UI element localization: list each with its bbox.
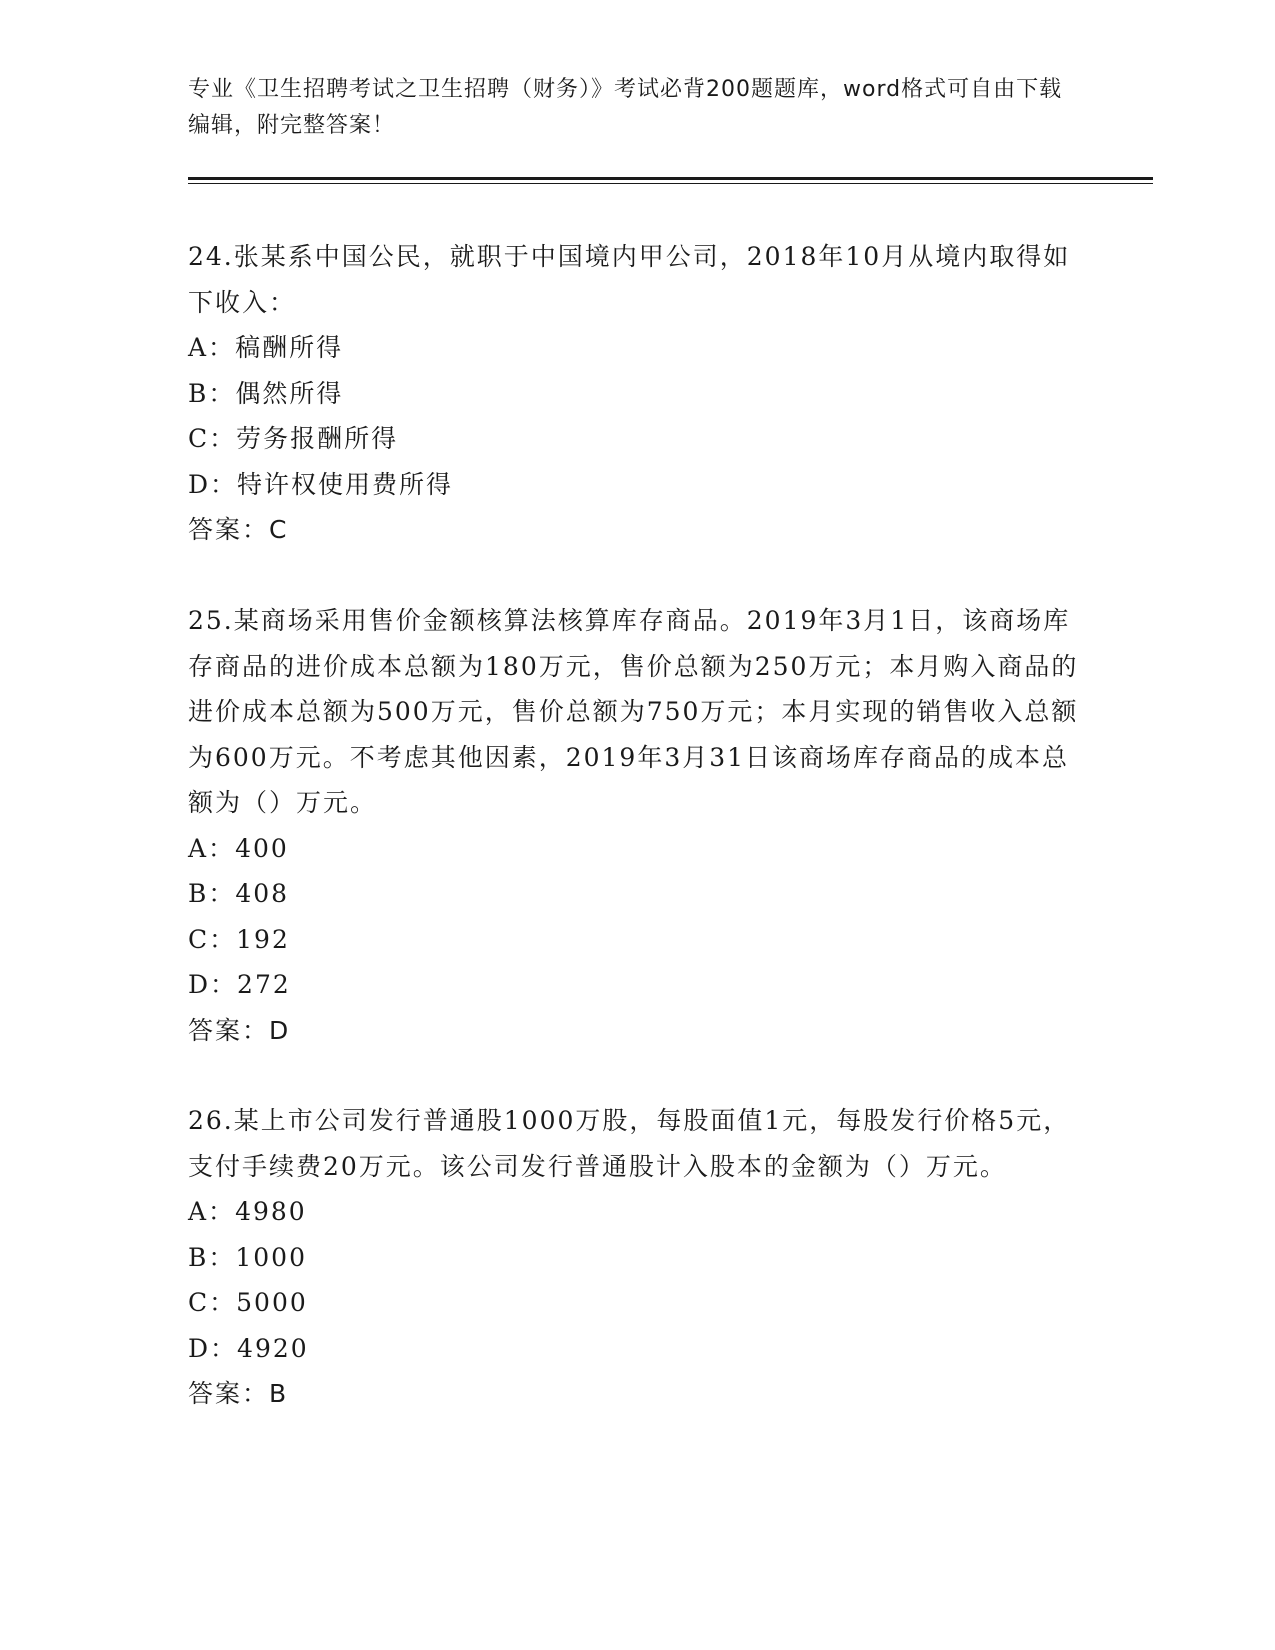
option-label: C：	[188, 1288, 237, 1317]
option-label: C：	[188, 424, 237, 453]
question-24	[188, 234, 1088, 553]
option-text: 劳务报酬所得	[236, 424, 399, 453]
option-text: 稿酬所得	[235, 333, 344, 362]
option-text: 4980	[235, 1197, 307, 1226]
option-text: 192	[236, 924, 290, 954]
document-header	[188, 72, 1068, 144]
option-label: A：	[188, 1197, 236, 1226]
question-25	[188, 598, 1088, 1053]
question-26	[188, 1098, 1088, 1417]
option-a	[188, 1189, 1088, 1235]
question-stem: 26.某上市公司发行普通股1000万股，每股面值1元，每股发行价格5元，支付手续费20万元。该公司发行普通股计入股本的金额为（）万元。	[188, 1106, 1071, 1181]
option-label: C：	[188, 924, 237, 954]
option-c	[188, 1280, 1088, 1326]
option-c	[188, 416, 1088, 462]
option-d	[188, 1326, 1088, 1372]
option-text: 408	[235, 879, 290, 908]
answer: 答案：C	[188, 515, 289, 544]
option-b	[188, 371, 1088, 417]
option-a	[188, 826, 1088, 872]
option-label: D：	[188, 1333, 238, 1363]
option-label: B：	[188, 879, 236, 908]
option-label: D：	[188, 469, 238, 499]
option-b	[188, 1235, 1088, 1281]
header-title: 专业《卫生招聘考试之卫生招聘（财务）》考试必背200题题库，word格式可自由下载编辑，附完整答案！	[188, 77, 1063, 138]
option-text: 特许权使用费所得	[237, 469, 454, 499]
option-label: B：	[188, 378, 236, 408]
option-label: A：	[188, 833, 236, 863]
option-a	[188, 325, 1088, 371]
answer: 答案：B	[188, 1379, 289, 1408]
answer: 答案：D	[188, 1015, 291, 1045]
header-divider-thick	[188, 177, 1153, 180]
option-label: A：	[188, 333, 236, 362]
option-b	[188, 871, 1088, 917]
option-text: 400	[235, 833, 289, 863]
option-label: D：	[188, 970, 238, 999]
header-divider-thin	[188, 183, 1153, 184]
option-text: 偶然所得	[235, 378, 344, 408]
option-d	[188, 962, 1088, 1008]
option-text: 5000	[236, 1288, 308, 1317]
option-text: 4920	[237, 1333, 309, 1363]
question-stem: 24.张某系中国公民，就职于中国境内甲公司，2018年10月从境内取得如下收入：	[188, 242, 1071, 317]
question-stem: 25.某商场采用售价金额核算法核算库存商品。2019年3月1日，该商场库存商品的进价成本总额为180万元，售价总额为250万元；本月购入商品的进价成本总额为500万元，售价总额为750万元；本月实现的销售收入总额为600万元。不考虑其他因素，2019年3月31日该商场库存商品的成本总额为（）万元。	[188, 606, 1079, 817]
option-label: B：	[188, 1242, 236, 1272]
option-c	[188, 917, 1088, 963]
option-text: 1000	[235, 1242, 307, 1272]
option-text: 272	[237, 970, 291, 999]
option-d	[188, 462, 1088, 508]
